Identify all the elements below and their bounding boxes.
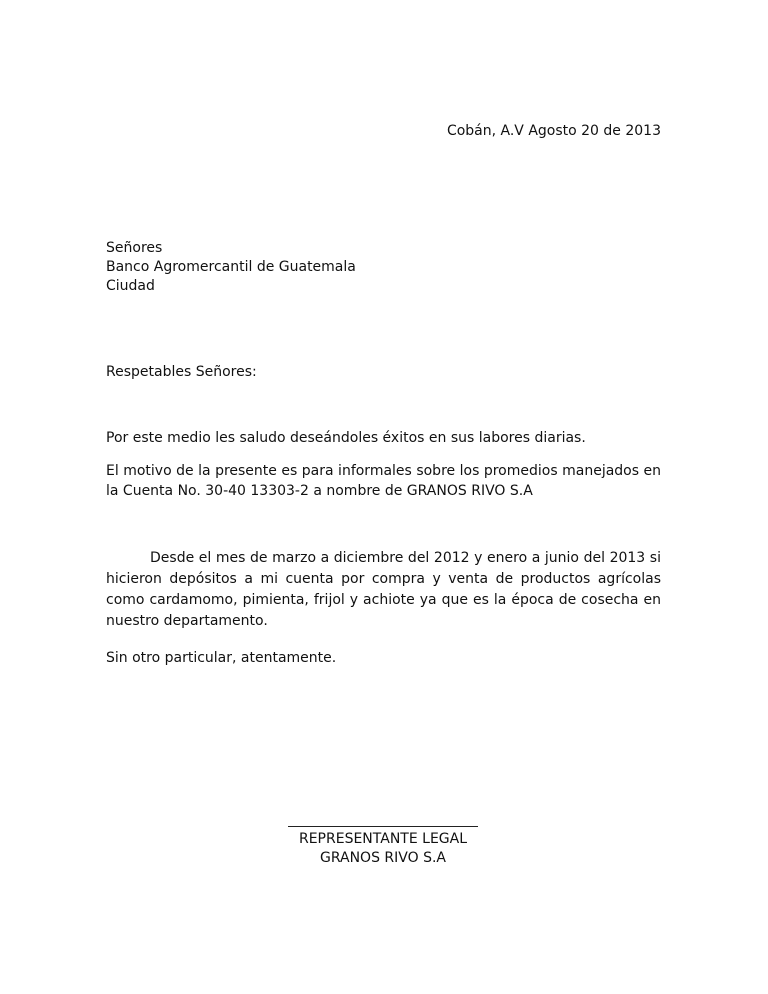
recipient-line-3: Ciudad [106,278,155,294]
signature-block [288,812,478,868]
signature-company: GRANOS RIVO S.A [320,850,446,866]
paragraph-greeting: Por este medio les saludo deseándoles éxitos en sus labores diarias. [106,430,586,446]
paragraph-purpose: El motivo de la presente es para informales sobre los promedios manejados en la Cuenta No. 30-40 13303-2 a nombre de GRANOS RIVO S.A [106,463,661,499]
signature-title: REPRESENTANTE LEGAL [298,831,468,847]
signature-line [288,812,478,827]
paragraph-details: Desde el mes de marzo a diciembre del 2012 y enero a junio del 2013 si hicieron depósitos a mi cuenta por compra y venta de productos agrícolas como cardamomo, pimienta, frijol y achiote ya que es la época de cosecha en nuestro departamento. [106,550,661,629]
salutation: Respetables Señores: [106,364,257,380]
recipient-line-2: Banco Agromercantil de Guatemala [106,259,356,275]
paragraph-closing: Sin otro particular, atentamente. [106,650,337,666]
recipient-line-1: Señores [106,240,163,256]
recipient-block [106,239,356,296]
letter-date: Cobán, A.V Agosto 20 de 2013 [446,123,661,139]
